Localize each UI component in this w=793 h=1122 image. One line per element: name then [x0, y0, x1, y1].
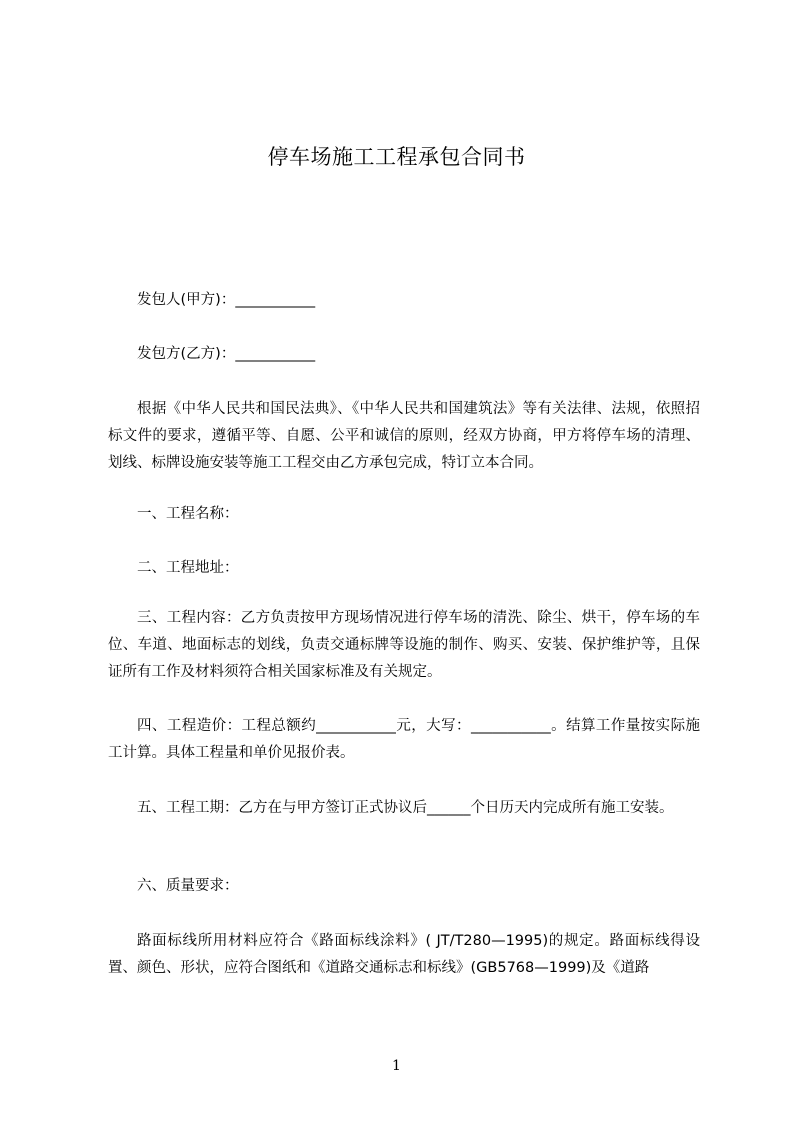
section-project-cost: 四、工程造价：工程总额约___________元，大写：___________。结算工作量按实际施工计算。具体工程量和单价见报价表。: [108, 718, 700, 761]
section-project-content: 三、工程内容：乙方负责按甲方现场情况进行停车场的清洗、除尘、烘干，停车场的车位、车道、地面标志的划线，负责交通标牌等设施的制作、购买、安装、保护维护等，且保证所有工作及材料须符合相关国家标准及有关规定。: [108, 610, 700, 680]
section-quality-requirements: 六、质量要求：: [137, 878, 239, 894]
party-a-line: 发包人(甲方)：___________: [137, 292, 316, 308]
party-b-line: 发包方(乙方)：___________: [137, 346, 316, 362]
section-project-duration: 五、工程工期：乙方在与甲方签订正式协议后______个日历天内完成所有施工安装。: [137, 800, 674, 816]
intro-paragraph: 根据《中华人民共和国民法典》、《中华人民共和国建筑法》等有关法律、法规，依照招标文件的要求，遵循平等、自愿、公平和诚信的原则，经双方协商，甲方将停车场的清理、划线、标牌设施安装等施工工程交由乙方承包完成，特订立本合同。: [108, 401, 700, 471]
document-title: 停车场施工工程承包合同书: [267, 145, 526, 169]
quality-paragraph: 路面标线所用材料应符合《路面标线涂料》( JT/T280—1995)的规定。路面标线得设置、颜色、形状，应符合图纸和《道路交通标志和标线》(GB5768—1999)及《道路: [108, 933, 700, 976]
section-project-name: 一、工程名称：: [137, 506, 239, 522]
page-number: 1: [392, 1058, 401, 1074]
section-project-address: 二、工程地址：: [137, 560, 239, 576]
